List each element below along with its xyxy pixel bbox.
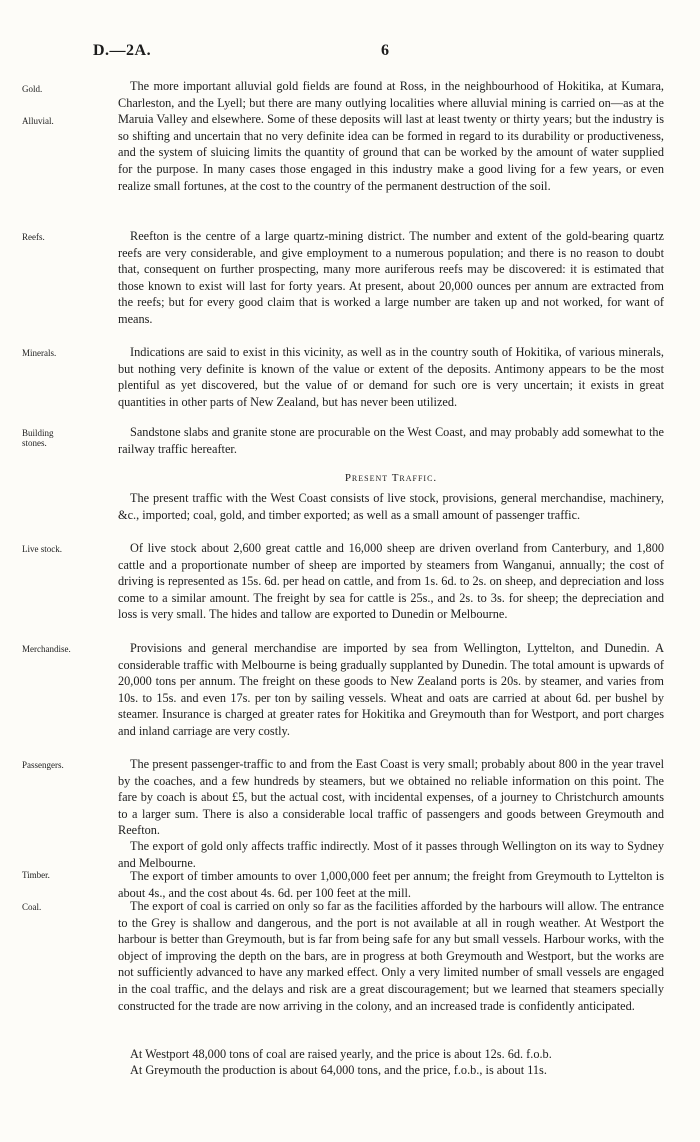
page-header [0, 42, 700, 62]
paragraph-traffic-intro: The present traffic with the West Coast consists of live stock, provisions, general merchandise, machinery, &c., imported; coal, gold, and timber exported; as well as a small amount of passenger traffic. [118, 491, 664, 522]
paragraph-live-stock: Of live stock about 2,600 great cattle and 16,000 sheep are driven overland from Canterbury, and 1,800 cattle and a proportionate number of sheep are imported by steamers from Wanganui, annually; the cost of driving is represented as 15s. 6d. per head on cattle, and from 1s. 6d. to 2s. on sheep, and depreciation and loss come to a similar amount. The freight by sea for cattle is 25s., and 2s. to 3s. for sheep; the depreciation and loss is very small. The hides and tallow are exported to Dunedin or Melbourne. [118, 541, 664, 622]
paragraph-gold-export: The export of gold only affects traffic indirectly. Most of it passes through Wellington on its way to Sydney and Melbourne. [118, 839, 664, 870]
paragraph-passengers: The present passenger-traffic to and from the East Coast is very small; probably about 800 in the year travel by the coaches, and a few hundreds by steamers, but we obtained no reliable information on this point. The fare by coach is about £5, but the actual cost, with incidental expenses, of a journey to Christchurch amounts to a larger sum. There is also a considerable local traffic of passengers and goods between Greymouth and Reefton. [118, 757, 664, 838]
paragraph-coal: The export of coal is carried on only so far as the facilities afforded by the harbours will allow. The entrance to the Grey is shallow and dangerous, and the port is not available at all in rough weather. At Westport the harbour is better than Greymouth, but is far from being safe for any but small vessels. Harbour works, with the object of improving the depth on the bars, are in progress at both Greymouth and Westport, but the works are not sufficiently advanced to have any marked effect. Only a very limited number of small vessels are engaged in the coal traffic, and the delays and risk are a great discouragement; but we learned that steamers specially constructed for the trade are now arriving in the colony, and an increased trade is confidently anticipated. [118, 899, 664, 1013]
paragraph-greymouth-coal: At Greymouth the production is about 64,000 tons, and the price, f.o.b., is about 11s. [130, 1063, 547, 1077]
paragraph-building-stones: Sandstone slabs and granite stone are procurable on the West Coast, and may probably add somewhat to the railway traffic hereafter. [118, 425, 664, 456]
margin-note-passengers: Passengers. [22, 760, 64, 770]
page-number: 6 [381, 42, 389, 59]
margin-note-live-stock: Live stock. [22, 544, 62, 554]
paragraph-minerals: Indications are said to exist in this vicinity, as well as in the country south of Hokitika, of various minerals, but nothing very definite is known of the value or extent of the deposits. Antimony appears to be the most plentiful as yet discovered, but the value of or demand for such ore is very uncertain; it exists in great quantities in other parts of New Zealand, but has never been utilized. [118, 345, 664, 409]
paragraph-gold: The more important alluvial gold fields are found at Ross, in the neighbourhood of Hokitika, at Kumara, Charleston, and the Lyell; but there are many outlying localities where alluvial mining is carried on—as at the Maruia Valley and elsewhere. Some of these deposits will last at least twenty or thirty years; but the industry is so shifting and uncertain that no very definite idea can be formed in regard to its durability or productiveness, and the system of sluicing limits the quantity of ground that can be worked by the amount of water supplied for the purpose. In many cases those engaged in this industry make a good living for a few years, or even realize small fortunes, at the cost to the country of the permanent destruction of the soil. [118, 79, 664, 193]
paragraph-merchandise: Provisions and general merchandise are imported by sea from Wellington, Lyttelton, and Dunedin. A considerable traffic with Melbourne is being gradually supplanted by Dunedin. The total amount is upwards of 20,000 tons per annum. The freight on these goods to New Zealand ports is 20s. by steamer, and varies from 10s. to 15s. and even 17s. per ton by sailing vessels. Wheat and oats are carried at about 6d. per bushel by steamer. Insurance is charged at greater rates for Hokitika and Greymouth than for Westport, and port charges and inland carriage are very costly. [118, 641, 664, 738]
margin-note-alluvial: Alluvial. [22, 116, 54, 126]
paragraph-westport-coal: At Westport 48,000 tons of coal are raised yearly, and the price is about 12s. 6d. f.o.b. [130, 1047, 552, 1061]
margin-note-timber: Timber. [22, 870, 50, 880]
paragraph-reefs: Reefton is the centre of a large quartz-mining district. The number and extent of the gold-bearing quartz reefs are very considerable, and give employment to a numerous population; and there is no reason to doubt that, consequent on further prospecting, many more auriferous reefs may be discovered: it is estimated that those known to exist will last for forty years. At present, about 20,000 ounces per annum are extracted from the reefs; but for every good claim that is worked a large number are taken up and not worked, for want of means. [118, 229, 664, 326]
margin-note-gold: Gold. [22, 84, 43, 94]
margin-note-minerals: Minerals. [22, 348, 57, 358]
margin-note-reefs: Reefs. [22, 232, 45, 242]
report-reference: D.—2A. [93, 42, 152, 59]
margin-note-coal: Coal. [22, 902, 42, 912]
margin-note-building-stones: Building stones. [22, 428, 54, 448]
section-heading-present-traffic: Present Traffic. [344, 472, 438, 484]
paragraph-timber: The export of timber amounts to over 1,000,000 feet per annum; the freight from Greymouth to Lyttelton is about 4s., and the cost about 4s. 6d. per 100 feet at the mill. [118, 869, 664, 900]
margin-note-merchandise: Merchandise. [22, 644, 71, 654]
